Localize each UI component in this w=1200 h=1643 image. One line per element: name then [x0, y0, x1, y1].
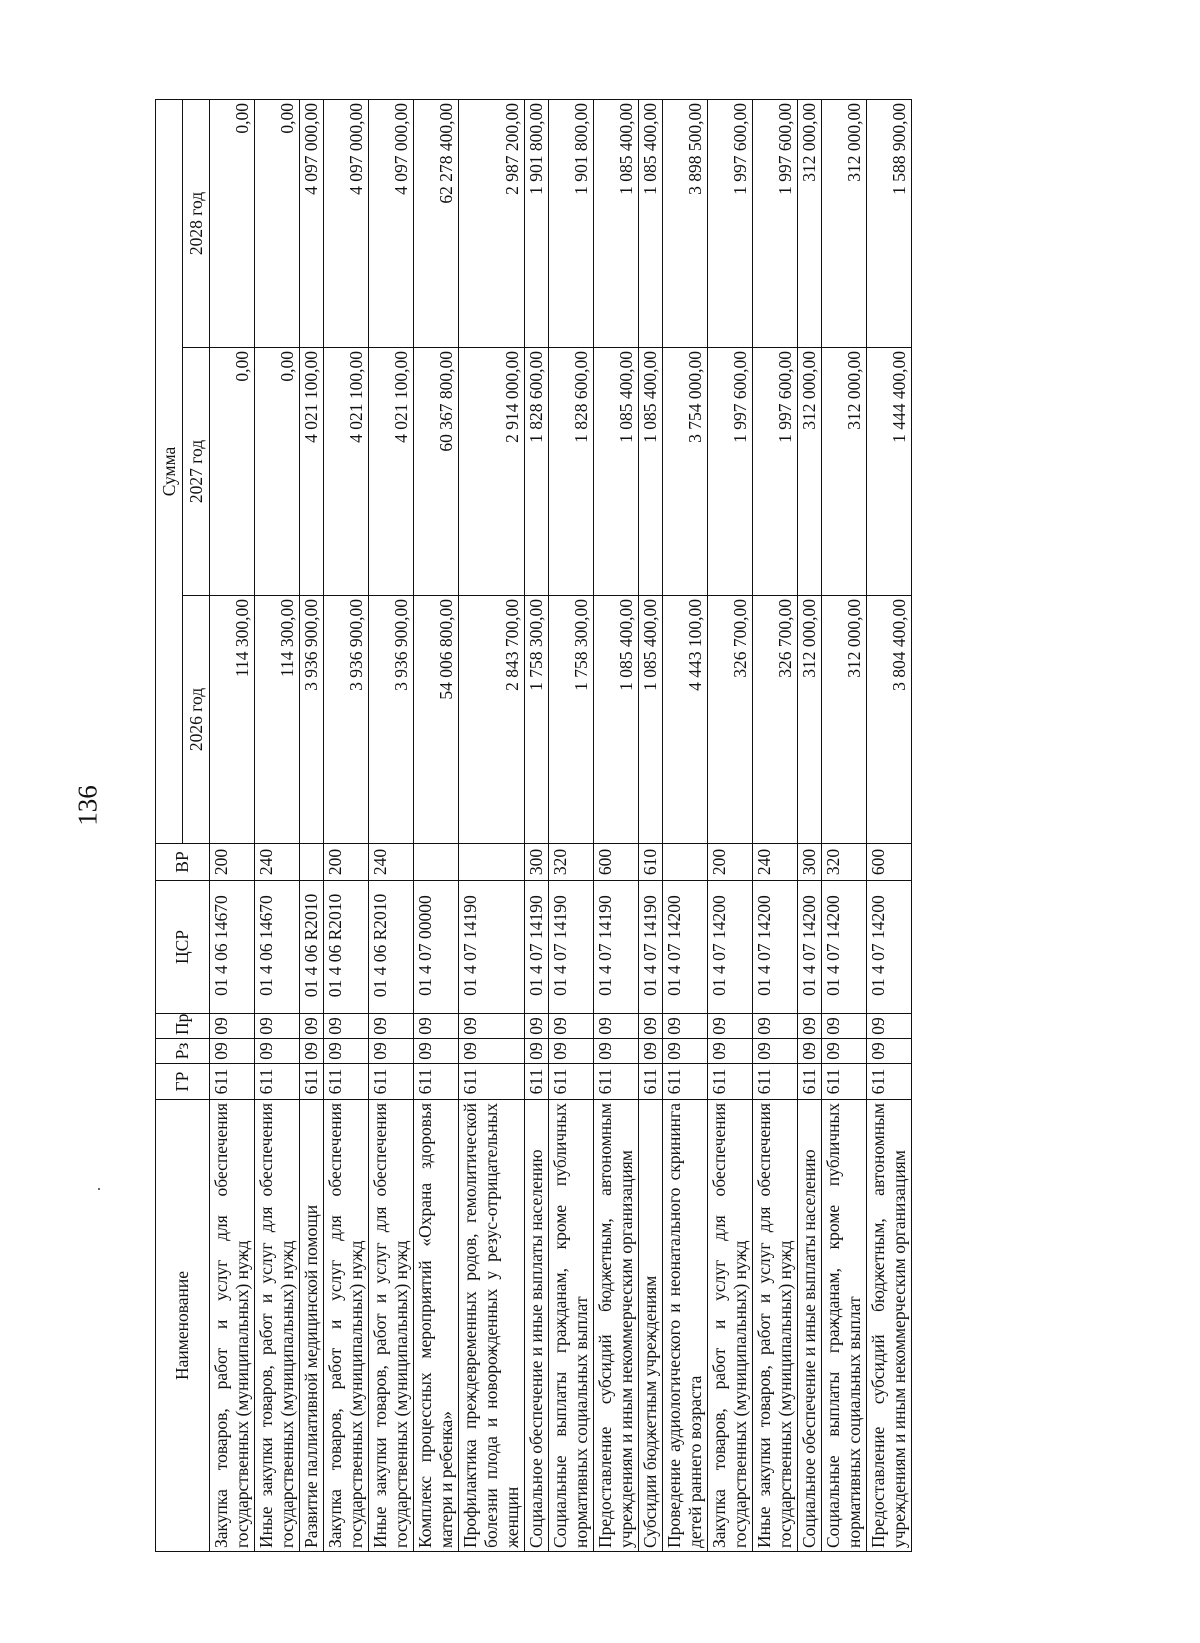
cell-2027: 3 754 000,00 — [663, 348, 708, 596]
table-row — [549, 99, 594, 1551]
cell-2027: 312 000,00 — [798, 348, 822, 596]
cell-csr: 01 4 07 14190 — [594, 881, 639, 1014]
table-row — [798, 99, 822, 1551]
cell-2027: 2 914 000,00 — [459, 348, 525, 596]
cell-gr: 611 — [822, 1064, 867, 1100]
cell-vr: 600 — [867, 844, 912, 881]
cell-vr: 200 — [324, 844, 369, 881]
cell-gr: 611 — [255, 1064, 300, 1100]
cell-2027: 1 997 600,00 — [708, 348, 753, 596]
cell-csr: 01 4 07 14190 — [459, 881, 525, 1014]
table-row — [525, 99, 549, 1551]
cell-vr: 600 — [594, 844, 639, 881]
cell-2028: 3 898 500,00 — [663, 99, 708, 347]
table-row — [753, 99, 798, 1551]
cell-vr — [459, 844, 525, 881]
cell-gr: 611 — [300, 1064, 324, 1100]
cell-pr: 09 — [867, 1014, 912, 1039]
cell-rz: 09 — [549, 1039, 594, 1064]
cell-gr: 611 — [798, 1064, 822, 1100]
cell-rz: 09 — [798, 1039, 822, 1064]
cell-gr: 611 — [594, 1064, 639, 1100]
cell-2028: 4 097 000,00 — [300, 99, 324, 347]
cell-csr: 01 4 07 14200 — [798, 881, 822, 1014]
cell-2027: 0,00 — [210, 348, 255, 596]
cell-gr: 611 — [549, 1064, 594, 1100]
cell-name: Предоставление субсидий бюджетным, автономным учреждениям и иным некоммерческим организациям — [867, 1100, 912, 1552]
cell-rz: 09 — [300, 1039, 324, 1064]
cell-vr — [663, 844, 708, 881]
cell-gr: 611 — [753, 1064, 798, 1100]
cell-2026: 1 085 400,00 — [639, 596, 663, 844]
cell-2026: 3 804 400,00 — [867, 596, 912, 844]
cell-2028: 4 097 000,00 — [324, 99, 369, 347]
cell-2027: 1 828 600,00 — [549, 348, 594, 596]
cell-2028: 1 588 900,00 — [867, 99, 912, 347]
cell-vr: 240 — [255, 844, 300, 881]
header-2026: 2026 год — [183, 596, 210, 844]
header-pr: Пр — [156, 1014, 210, 1039]
cell-name: Проведение аудиологического и неонатального скрининга детей раннего возраста — [663, 1100, 708, 1552]
cell-2027: 1 085 400,00 — [639, 348, 663, 596]
table-row — [369, 99, 414, 1551]
cell-name: Предоставление субсидий бюджетным, автономным учреждениям и иным некоммерческим организациям — [594, 1100, 639, 1552]
cell-pr: 09 — [639, 1014, 663, 1039]
cell-2028: 1 901 800,00 — [549, 99, 594, 347]
header-2028: 2028 год — [183, 99, 210, 347]
cell-pr: 09 — [459, 1014, 525, 1039]
cell-gr: 611 — [324, 1064, 369, 1100]
header-sum: Сумма — [156, 99, 183, 843]
cell-rz: 09 — [753, 1039, 798, 1064]
table-body — [210, 99, 912, 1551]
cell-2027: 4 021 100,00 — [369, 348, 414, 596]
cell-pr: 09 — [525, 1014, 549, 1039]
cell-2026: 2 843 700,00 — [459, 596, 525, 844]
cell-2026: 54 006 800,00 — [414, 596, 459, 844]
header-gr: ГР — [156, 1064, 210, 1100]
cell-2028: 312 000,00 — [822, 99, 867, 347]
cell-2027: 1 828 600,00 — [525, 348, 549, 596]
cell-vr: 200 — [210, 844, 255, 881]
cell-name: Развитие паллиативной медицинской помощи — [300, 1100, 324, 1552]
cell-name: Закупка товаров, работ и услуг для обеспечения государственных (муниципальных) нужд — [708, 1100, 753, 1552]
header-rz: Рз — [156, 1039, 210, 1064]
cell-name: Иные закупки товаров, работ и услуг для обеспечения государственных (муниципальных) нужд — [753, 1100, 798, 1552]
cell-gr: 611 — [210, 1064, 255, 1100]
cell-rz: 09 — [525, 1039, 549, 1064]
cell-2026: 326 700,00 — [753, 596, 798, 844]
cell-pr: 09 — [414, 1014, 459, 1039]
cell-vr — [414, 844, 459, 881]
cell-csr: 01 4 06 R2010 — [324, 881, 369, 1014]
cell-2028: 0,00 — [255, 99, 300, 347]
scan-speck — [98, 1188, 100, 1190]
cell-gr: 611 — [867, 1064, 912, 1100]
cell-vr: 200 — [708, 844, 753, 881]
cell-2028: 1 085 400,00 — [639, 99, 663, 347]
cell-pr: 09 — [324, 1014, 369, 1039]
cell-2028: 1 085 400,00 — [594, 99, 639, 347]
table-row — [300, 99, 324, 1551]
cell-csr: 01 4 07 14200 — [822, 881, 867, 1014]
cell-2028: 312 000,00 — [798, 99, 822, 347]
page-number: 136 — [72, 785, 103, 826]
cell-vr: 320 — [549, 844, 594, 881]
table-row — [324, 99, 369, 1551]
cell-name: Социальное обеспечение и иные выплаты населению — [798, 1100, 822, 1552]
cell-pr: 09 — [708, 1014, 753, 1039]
cell-pr: 09 — [798, 1014, 822, 1039]
cell-name: Комплекс процессных мероприятий «Охрана здоровья матери и ребенка» — [414, 1100, 459, 1552]
cell-2028: 0,00 — [210, 99, 255, 347]
cell-2026: 4 443 100,00 — [663, 596, 708, 844]
cell-2027: 1 997 600,00 — [753, 348, 798, 596]
cell-pr: 09 — [210, 1014, 255, 1039]
cell-2027: 1 085 400,00 — [594, 348, 639, 596]
budget-table — [155, 99, 912, 1552]
cell-2027: 1 444 400,00 — [867, 348, 912, 596]
cell-pr: 09 — [594, 1014, 639, 1039]
cell-gr: 611 — [639, 1064, 663, 1100]
cell-gr: 611 — [663, 1064, 708, 1100]
cell-gr: 611 — [414, 1064, 459, 1100]
cell-rz: 09 — [822, 1039, 867, 1064]
cell-csr: 01 4 07 14190 — [639, 881, 663, 1014]
cell-2027: 60 367 800,00 — [414, 348, 459, 596]
cell-pr: 09 — [300, 1014, 324, 1039]
cell-2026: 1 758 300,00 — [549, 596, 594, 844]
cell-csr: 01 4 07 14200 — [708, 881, 753, 1014]
cell-2026: 3 936 900,00 — [369, 596, 414, 844]
cell-name: Иные закупки товаров, работ и услуг для обеспечения государственных (муниципальных) нужд — [255, 1100, 300, 1552]
cell-rz: 09 — [639, 1039, 663, 1064]
cell-2027: 0,00 — [255, 348, 300, 596]
cell-2026: 1 085 400,00 — [594, 596, 639, 844]
cell-2027: 4 021 100,00 — [300, 348, 324, 596]
cell-name: Социальные выплаты гражданам, кроме публичных нормативных социальных выплат — [822, 1100, 867, 1552]
table-row — [414, 99, 459, 1551]
cell-rz: 09 — [594, 1039, 639, 1064]
cell-vr — [300, 844, 324, 881]
cell-vr: 320 — [822, 844, 867, 881]
cell-vr: 610 — [639, 844, 663, 881]
cell-csr: 01 4 06 R2010 — [300, 881, 324, 1014]
cell-rz: 09 — [708, 1039, 753, 1064]
cell-rz: 09 — [210, 1039, 255, 1064]
cell-rz: 09 — [663, 1039, 708, 1064]
cell-rz: 09 — [867, 1039, 912, 1064]
cell-2026: 312 000,00 — [822, 596, 867, 844]
header-row-1 — [156, 99, 183, 1551]
cell-vr: 240 — [753, 844, 798, 881]
cell-2028: 2 987 200,00 — [459, 99, 525, 347]
table-row — [822, 99, 867, 1551]
table-row — [708, 99, 753, 1551]
cell-2026: 312 000,00 — [798, 596, 822, 844]
cell-name: Профилактика преждевременных родов, гемолитической болезни плода и новорожденных у резус-отрицательных женщин — [459, 1100, 525, 1552]
table-row — [459, 99, 525, 1551]
cell-2028: 4 097 000,00 — [369, 99, 414, 347]
cell-pr: 09 — [822, 1014, 867, 1039]
table-row — [663, 99, 708, 1551]
header-csr: ЦСР — [156, 881, 210, 1014]
cell-csr: 01 4 06 14670 — [210, 881, 255, 1014]
cell-2028: 62 278 400,00 — [414, 99, 459, 347]
cell-gr: 611 — [459, 1064, 525, 1100]
cell-name: Социальные выплаты гражданам, кроме публичных нормативных социальных выплат — [549, 1100, 594, 1552]
cell-name: Социальное обеспечение и иные выплаты населению — [525, 1100, 549, 1552]
cell-csr: 01 4 07 00000 — [414, 881, 459, 1014]
cell-2028: 1 901 800,00 — [525, 99, 549, 347]
cell-vr: 300 — [525, 844, 549, 881]
cell-vr: 300 — [798, 844, 822, 881]
cell-rz: 09 — [414, 1039, 459, 1064]
cell-pr: 09 — [753, 1014, 798, 1039]
cell-pr: 09 — [255, 1014, 300, 1039]
cell-csr: 01 4 07 14200 — [867, 881, 912, 1014]
rotated-table-container — [155, 100, 1048, 1552]
cell-2026: 3 936 900,00 — [324, 596, 369, 844]
cell-csr: 01 4 06 14670 — [255, 881, 300, 1014]
cell-pr: 09 — [369, 1014, 414, 1039]
cell-pr: 09 — [549, 1014, 594, 1039]
cell-2028: 1 997 600,00 — [708, 99, 753, 347]
table-row — [210, 99, 255, 1551]
cell-name: Субсидии бюджетным учреждениям — [639, 1100, 663, 1552]
header-2027: 2027 год — [183, 348, 210, 596]
cell-2026: 3 936 900,00 — [300, 596, 324, 844]
cell-gr: 611 — [525, 1064, 549, 1100]
table-row — [594, 99, 639, 1551]
table-row — [867, 99, 912, 1551]
cell-2027: 4 021 100,00 — [324, 348, 369, 596]
cell-csr: 01 4 07 14200 — [753, 881, 798, 1014]
table-row — [639, 99, 663, 1551]
cell-gr: 611 — [369, 1064, 414, 1100]
cell-rz: 09 — [459, 1039, 525, 1064]
header-name: Наименование — [156, 1100, 210, 1552]
cell-csr: 01 4 07 14190 — [549, 881, 594, 1014]
cell-2026: 1 758 300,00 — [525, 596, 549, 844]
cell-name: Закупка товаров, работ и услуг для обеспечения государственных (муниципальных) нужд — [210, 1100, 255, 1552]
cell-name: Иные закупки товаров, работ и услуг для обеспечения государственных (муниципальных) нужд — [369, 1100, 414, 1552]
cell-2026: 114 300,00 — [210, 596, 255, 844]
cell-pr: 09 — [663, 1014, 708, 1039]
cell-2028: 1 997 600,00 — [753, 99, 798, 347]
cell-2026: 114 300,00 — [255, 596, 300, 844]
cell-csr: 01 4 07 14200 — [663, 881, 708, 1014]
cell-vr: 240 — [369, 844, 414, 881]
cell-rz: 09 — [255, 1039, 300, 1064]
cell-2026: 326 700,00 — [708, 596, 753, 844]
table-row — [255, 99, 300, 1551]
cell-rz: 09 — [324, 1039, 369, 1064]
cell-rz: 09 — [369, 1039, 414, 1064]
cell-csr: 01 4 06 R2010 — [369, 881, 414, 1014]
cell-csr: 01 4 07 14190 — [525, 881, 549, 1014]
header-vr: ВР — [156, 844, 210, 881]
cell-2027: 312 000,00 — [822, 348, 867, 596]
cell-name: Закупка товаров, работ и услуг для обеспечения государственных (муниципальных) нужд — [324, 1100, 369, 1552]
cell-gr: 611 — [708, 1064, 753, 1100]
